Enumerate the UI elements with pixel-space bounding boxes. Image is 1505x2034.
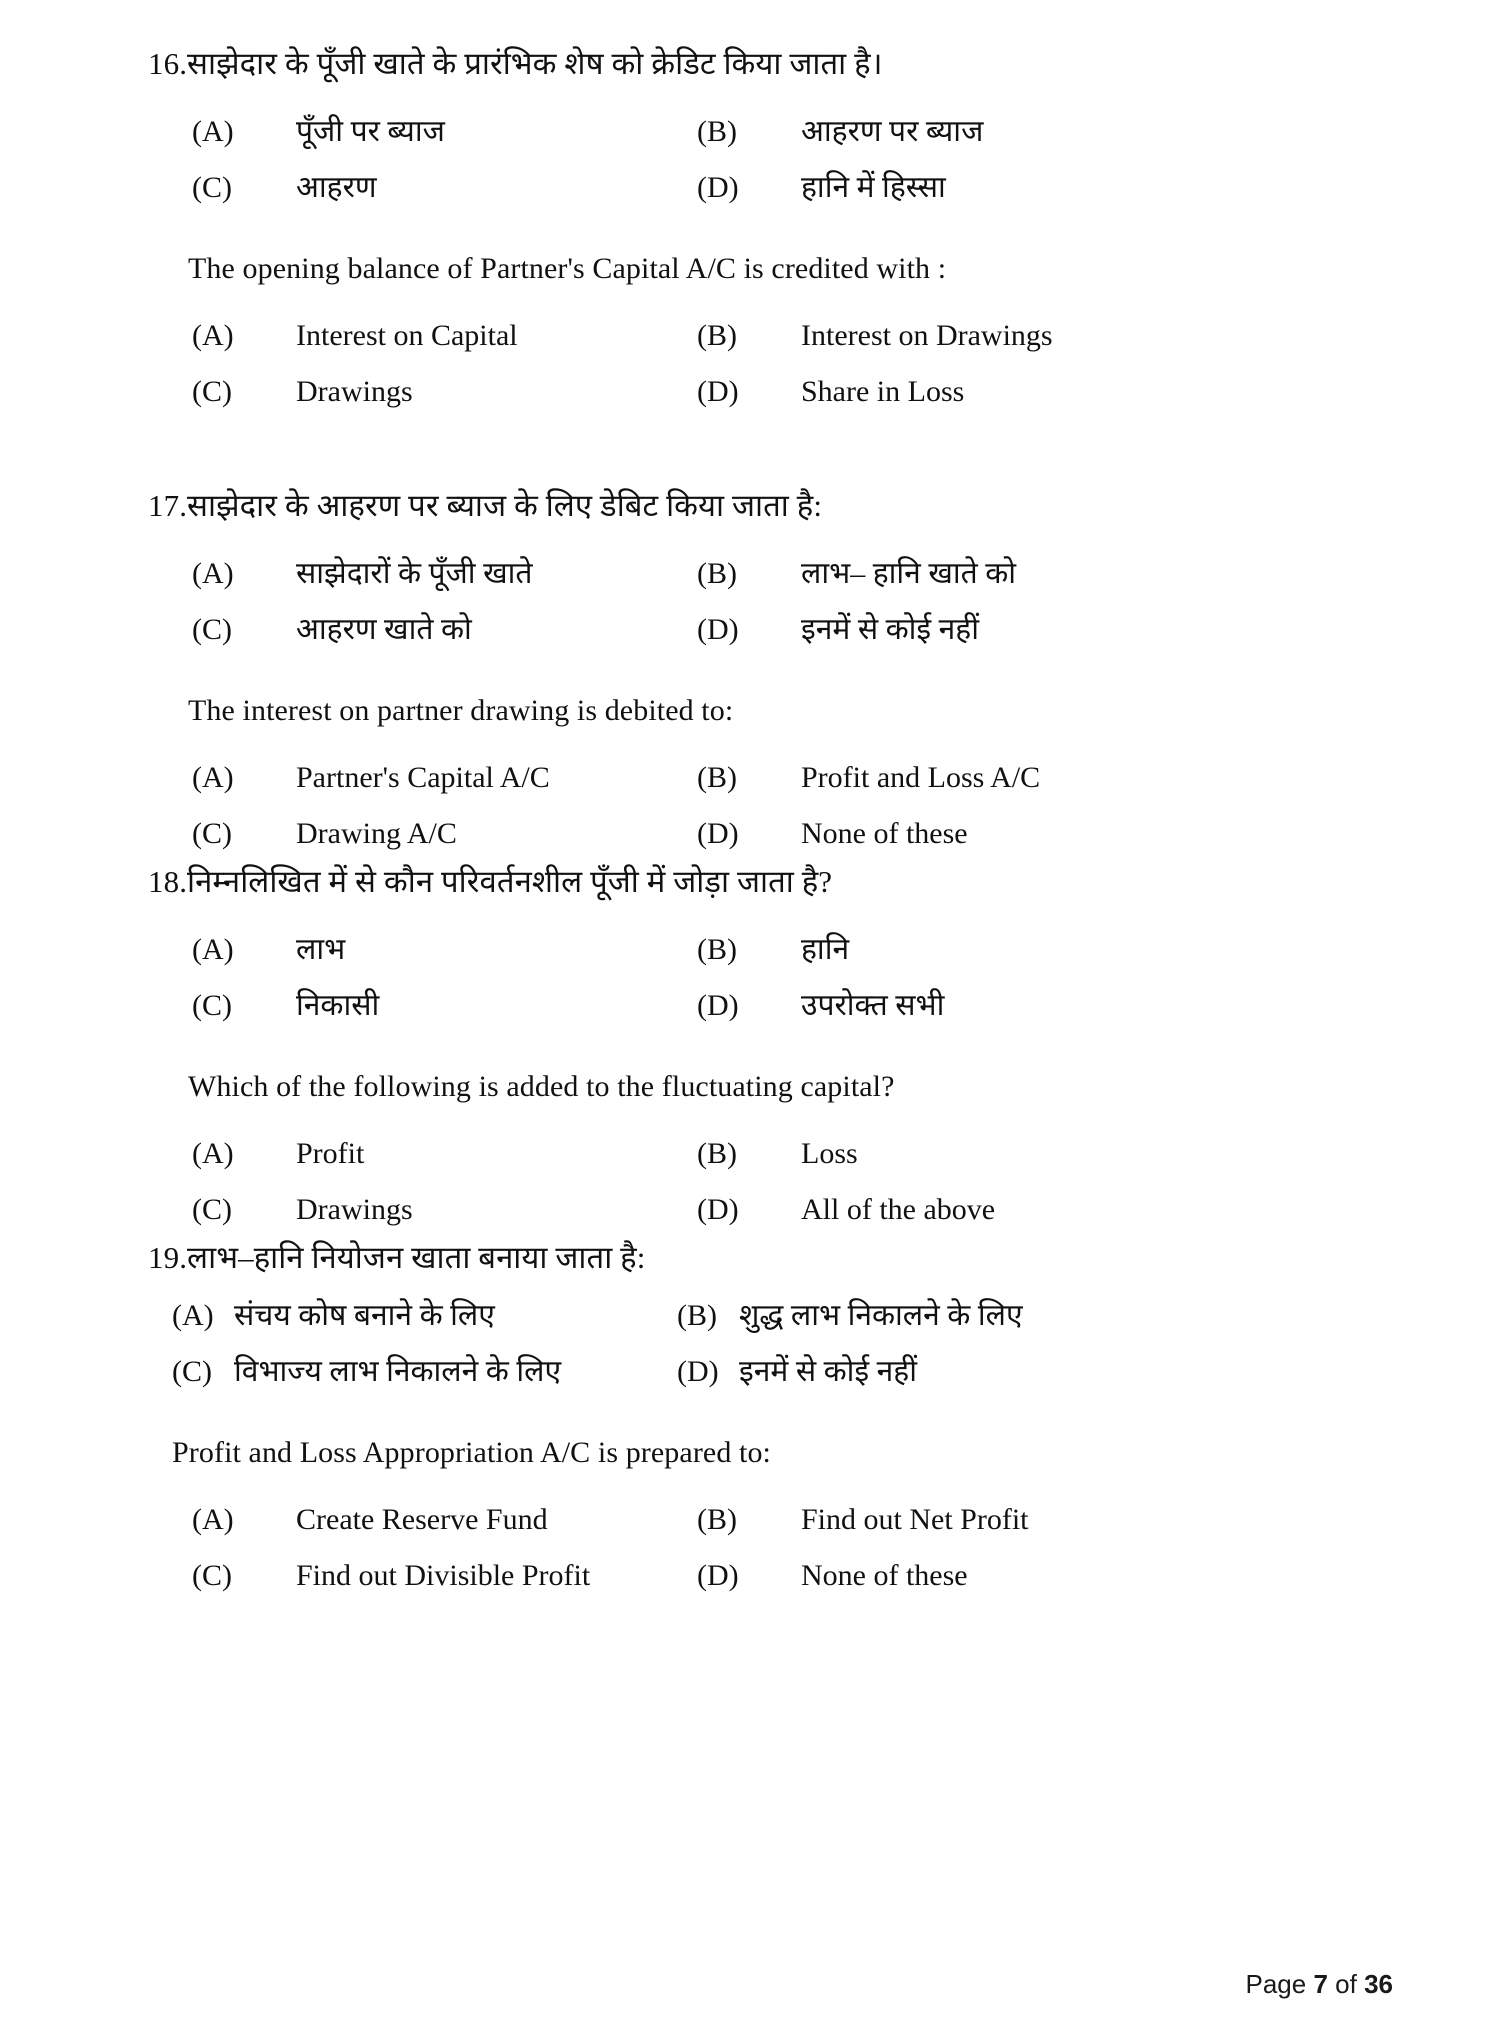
question-block-17: [148, 486, 1397, 862]
option-tag-b: (B): [697, 932, 737, 966]
option-19-english-d-text: None of these: [801, 1559, 968, 1593]
option-17-english-d-text: None of these: [801, 817, 968, 851]
option-17-english-c: [192, 806, 697, 862]
question-17-english-stem: The interest on partner drawing is debited to:: [188, 693, 734, 727]
option-tag-d: (D): [697, 375, 739, 409]
option-19-hindi-a: [172, 1288, 677, 1344]
footer-total-pages: 36: [1364, 1969, 1393, 1999]
option-18-hindi-c-text: निकासी: [296, 988, 380, 1022]
option-17-hindi-c-text: आहरण खाते को: [296, 612, 472, 646]
question-18-english-options: [192, 1126, 1397, 1238]
option-19-hindi-b-text: शुद्ध लाभ निकालने के लिए: [739, 1298, 1023, 1332]
option-17-hindi-b-text: लाभ– हानि खाते को: [801, 556, 1017, 590]
question-17-hindi-options: [192, 546, 1397, 658]
option-tag-b: (B): [697, 1137, 737, 1171]
option-16-english-d-text: Share in Loss: [801, 375, 965, 409]
option-19-english-b: [697, 1492, 1397, 1548]
option-18-english-b: [697, 1126, 1397, 1182]
question-17-hindi-stem: 17.साझेदार के आहरण पर ब्याज के लिए डेबिट किया जाता है:: [148, 488, 823, 524]
option-19-english-a: [192, 1492, 697, 1548]
option-19-hindi-d-text: इनमें से कोई नहीं: [739, 1354, 917, 1388]
option-tag-c: (C): [192, 817, 232, 851]
option-17-hindi-b: [697, 546, 1397, 602]
option-tag-a: (A): [192, 1503, 234, 1537]
option-16-hindi-c-text: आहरण: [296, 170, 377, 204]
option-16-english-a-text: Interest on Capital: [296, 319, 518, 353]
option-tag-d: (D): [697, 170, 739, 204]
footer-page-label: Page: [1245, 1969, 1307, 1999]
option-19-hindi-b: [677, 1288, 1397, 1344]
option-16-hindi-d-text: हानि में हिस्सा: [801, 170, 946, 204]
option-19-english-d: [697, 1548, 1397, 1604]
option-16-hindi-b-text: आहरण पर ब्याज: [801, 114, 984, 148]
option-17-hindi-a: [192, 546, 697, 602]
option-tag-a: (A): [192, 319, 234, 353]
option-tag-b: (B): [697, 114, 737, 148]
question-19-hindi-options: [172, 1288, 1397, 1400]
option-16-hindi-c: [192, 160, 697, 216]
option-tag-a: (A): [172, 1298, 214, 1332]
question-19-hindi-stem: 19.लाभ–हानि नियोजन खाता बनाया जाता है:: [148, 1240, 646, 1276]
option-16-english-c-text: Drawings: [296, 375, 413, 409]
option-tag-b: (B): [677, 1298, 717, 1332]
option-tag-c: (C): [192, 375, 232, 409]
option-16-english-c: [192, 364, 697, 420]
option-tag-b: (B): [697, 556, 737, 590]
question-16-hindi-stem: 16.साझेदार के पूँजी खाते के प्रारंभिक शेष को क्रेडिट किया जाता है।: [148, 46, 883, 81]
option-tag-a: (A): [192, 932, 234, 966]
question-16-english-options: [192, 308, 1397, 420]
footer-connector: of: [1335, 1969, 1357, 1999]
option-tag-c: (C): [192, 170, 232, 204]
option-19-english-c: [192, 1548, 697, 1604]
option-16-hindi-a-text: पूँजी पर ब्याज: [296, 114, 445, 148]
option-19-english-a-text: Create Reserve Fund: [296, 1503, 548, 1537]
question-17-english-options: [192, 750, 1397, 862]
option-19-hindi-d: [677, 1344, 1397, 1400]
option-18-english-d: [697, 1182, 1397, 1238]
page-footer: [1245, 1969, 1393, 2000]
option-tag-c: (C): [172, 1354, 212, 1388]
option-tag-c: (C): [192, 988, 232, 1022]
question-18-english-stem: Which of the following is added to the fluctuating capital?: [188, 1069, 895, 1103]
option-16-english-a: [192, 308, 697, 364]
option-16-hindi-d: [697, 160, 1397, 216]
option-16-english-b-text: Interest on Drawings: [801, 319, 1053, 353]
option-17-hindi-d-text: इनमें से कोई नहीं: [801, 612, 979, 646]
question-16-hindi-options: [192, 104, 1397, 216]
question-block-18: [148, 862, 1397, 1238]
option-17-hindi-c: [192, 602, 697, 658]
option-18-english-c: [192, 1182, 697, 1238]
option-18-hindi-d: [697, 978, 1397, 1034]
option-tag-d: (D): [697, 612, 739, 646]
option-17-hindi-d: [697, 602, 1397, 658]
option-16-hindi-b: [697, 104, 1397, 160]
question-16-english-stem: The opening balance of Partner's Capital A/C is credited with :: [188, 251, 947, 285]
question-block-19: [148, 1238, 1397, 1604]
option-tag-d: (D): [697, 817, 739, 851]
option-18-hindi-d-text: उपरोक्त सभी: [801, 988, 945, 1022]
option-tag-c: (C): [192, 612, 232, 646]
option-19-hindi-c-text: विभाज्य लाभ निकालने के लिए: [234, 1354, 562, 1388]
option-tag-b: (B): [697, 761, 737, 795]
option-19-hindi-a-text: संचय कोष बनाने के लिए: [234, 1298, 495, 1332]
question-block-16: [148, 44, 1397, 420]
option-tag-a: (A): [192, 1137, 234, 1171]
option-18-english-c-text: Drawings: [296, 1193, 413, 1227]
option-tag-a: (A): [192, 761, 234, 795]
option-17-hindi-a-text: साझेदारों के पूँजी खाते: [296, 556, 533, 590]
question-18-hindi-options: [192, 922, 1397, 1034]
footer-page-number: 7: [1313, 1969, 1328, 1999]
option-tag-d: (D): [697, 1193, 739, 1227]
option-17-english-b: [697, 750, 1397, 806]
option-18-english-d-text: All of the above: [801, 1193, 996, 1227]
option-17-english-c-text: Drawing A/C: [296, 817, 457, 851]
option-18-english-a: [192, 1126, 697, 1182]
option-19-hindi-c: [172, 1344, 677, 1400]
option-16-hindi-a: [192, 104, 697, 160]
option-tag-b: (B): [697, 1503, 737, 1537]
option-17-english-d: [697, 806, 1397, 862]
question-18-hindi-stem: 18.निम्नलिखित में से कौन परिवर्तनशील पूँजी में जोड़ा जाता है?: [148, 864, 833, 900]
option-18-hindi-c: [192, 978, 697, 1034]
option-16-english-d: [697, 364, 1397, 420]
option-18-hindi-b-text: हानि: [801, 932, 850, 966]
option-18-english-a-text: Profit: [296, 1137, 365, 1171]
option-tag-d: (D): [697, 1559, 739, 1593]
question-19-english-options: [192, 1492, 1397, 1604]
option-tag-a: (A): [192, 556, 234, 590]
option-tag-c: (C): [192, 1559, 232, 1593]
option-17-english-a: [192, 750, 697, 806]
option-17-english-a-text: Partner's Capital A/C: [296, 761, 550, 795]
option-18-hindi-a: [192, 922, 697, 978]
option-tag-b: (B): [697, 319, 737, 353]
option-19-english-c-text: Find out Divisible Profit: [296, 1559, 591, 1593]
option-18-english-b-text: Loss: [801, 1137, 858, 1171]
option-tag-d: (D): [677, 1354, 719, 1388]
option-19-english-b-text: Find out Net Profit: [801, 1503, 1029, 1537]
option-18-hindi-a-text: लाभ: [296, 932, 346, 966]
option-17-english-b-text: Profit and Loss A/C: [801, 761, 1041, 795]
option-18-hindi-b: [697, 922, 1397, 978]
option-tag-a: (A): [192, 114, 234, 148]
option-tag-d: (D): [697, 988, 739, 1022]
option-tag-c: (C): [192, 1193, 232, 1227]
option-16-english-b: [697, 308, 1397, 364]
question-19-english-stem: Profit and Loss Appropriation A/C is prepared to:: [172, 1435, 771, 1469]
